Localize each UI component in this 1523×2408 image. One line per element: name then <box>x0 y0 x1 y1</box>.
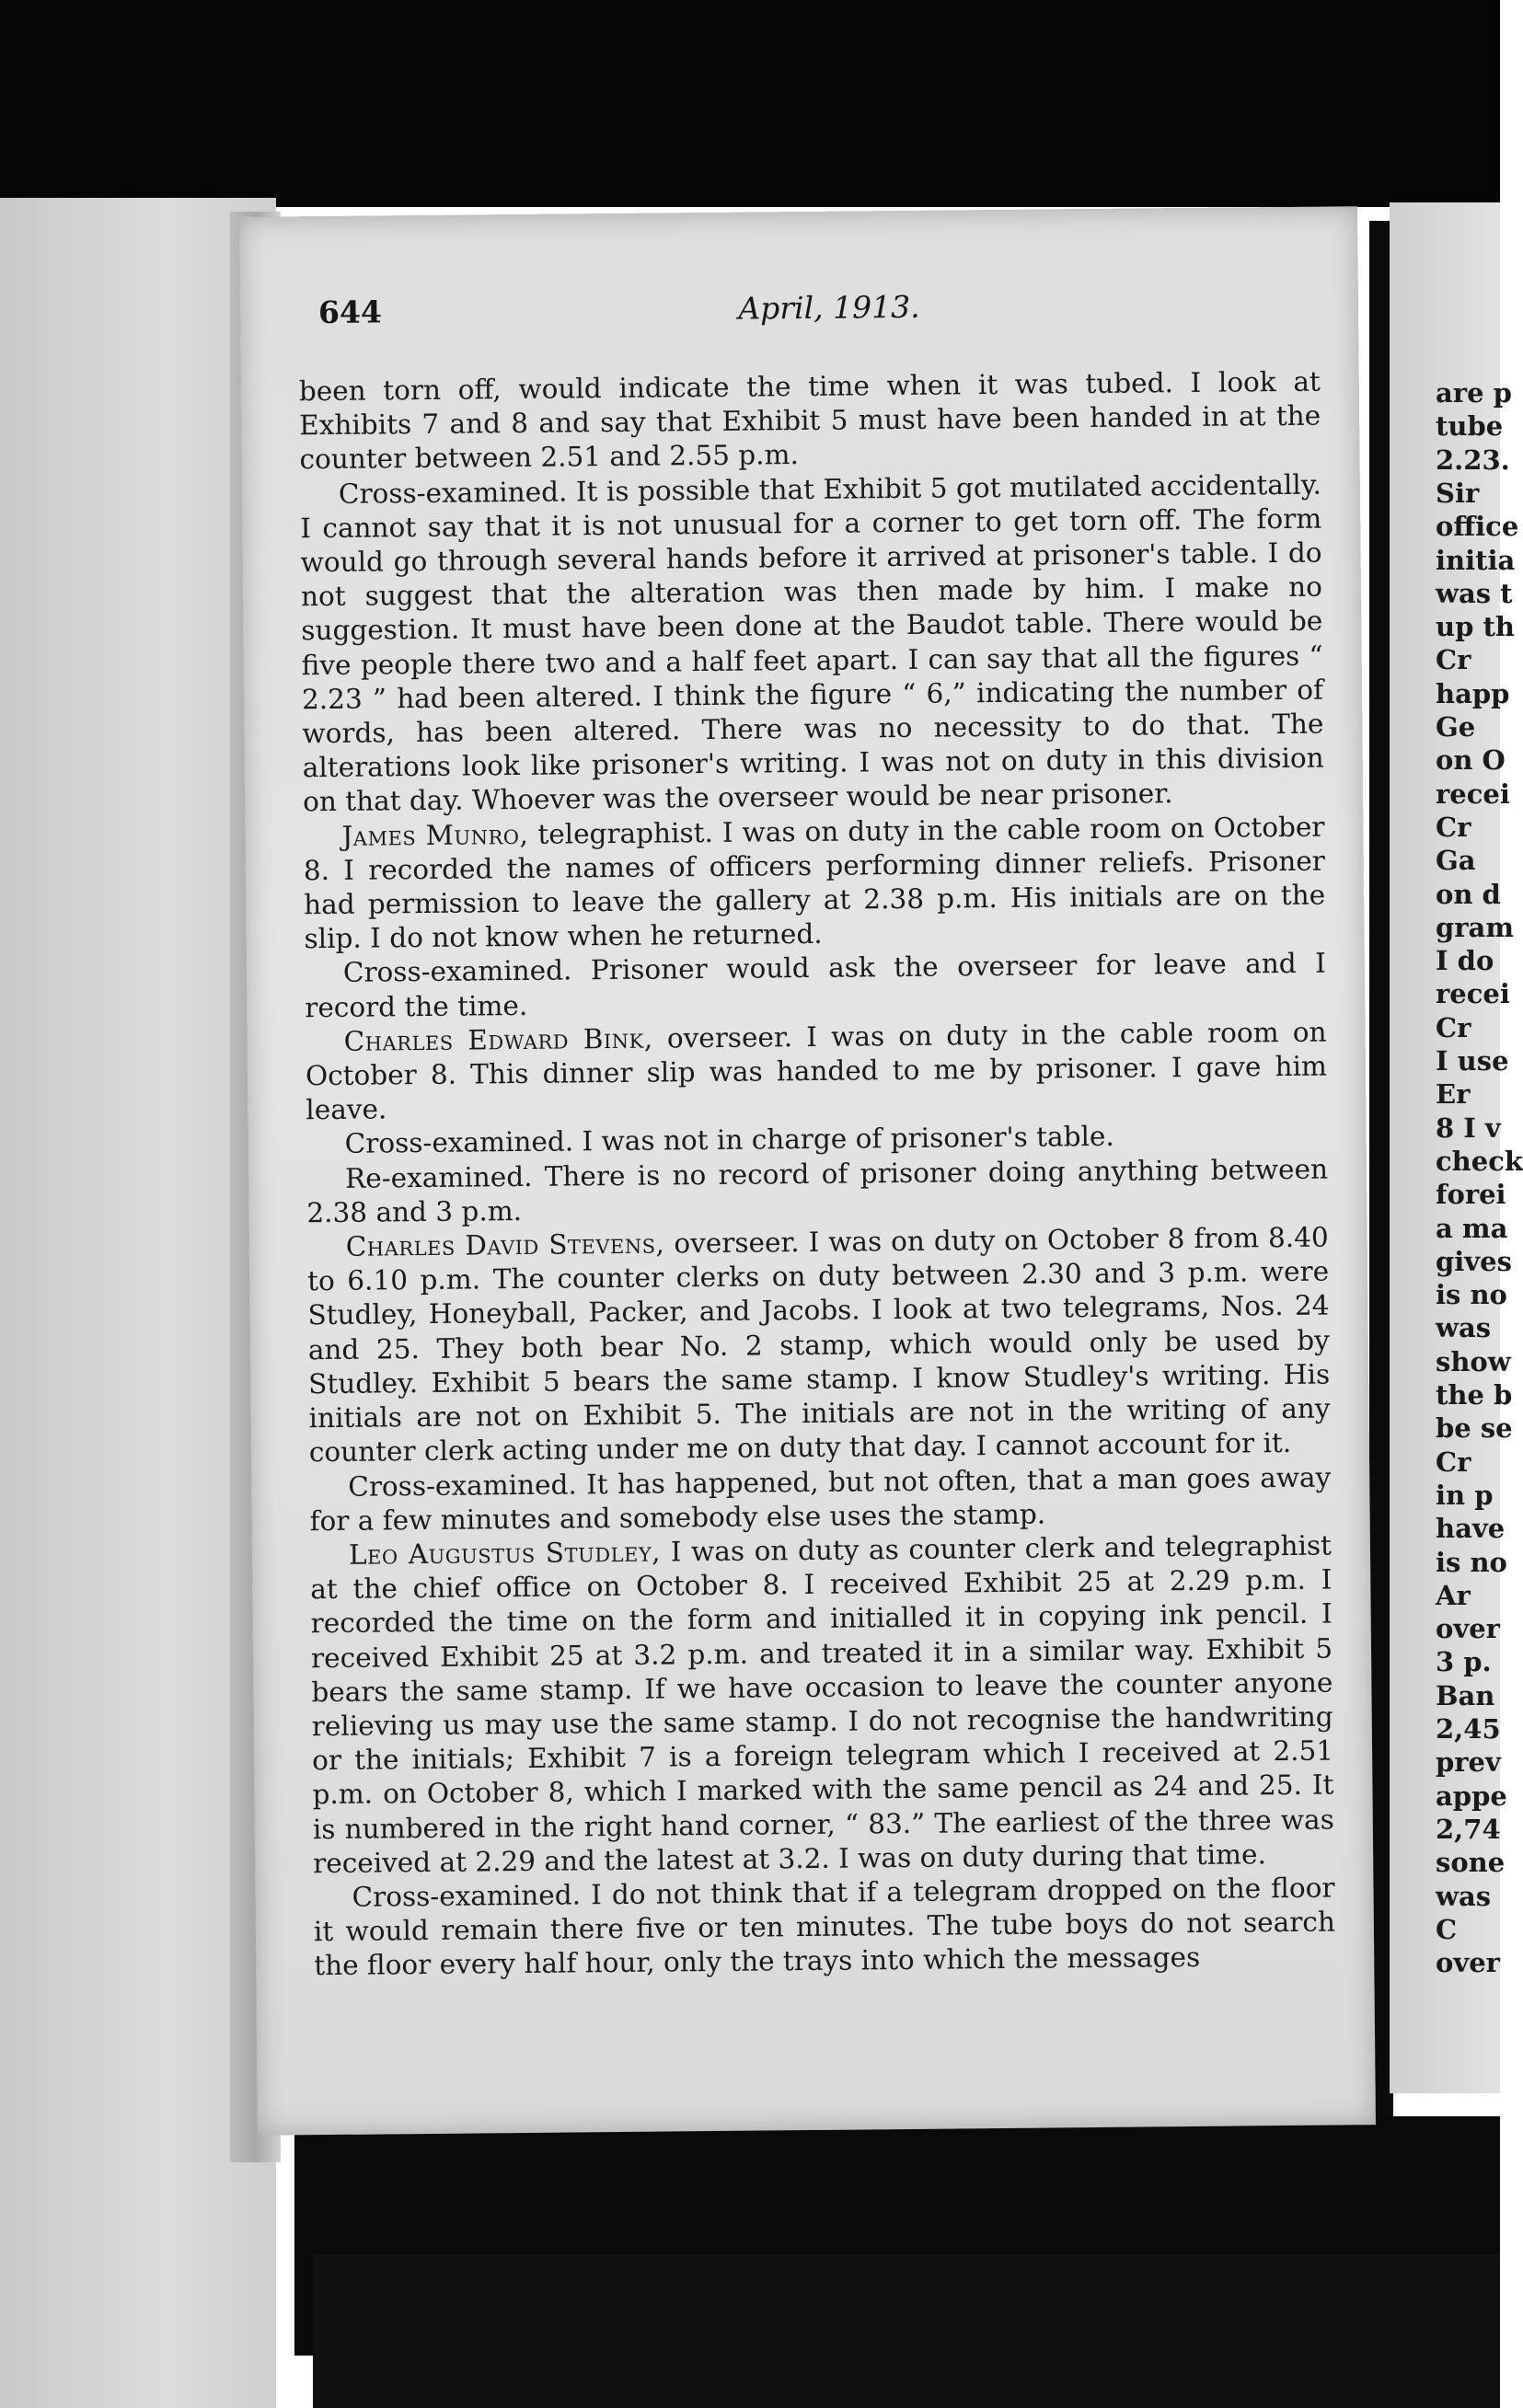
paragraph <box>305 1015 1327 1127</box>
facing-page-fragment: Ga <box>1436 845 1476 877</box>
facing-page-fragment: happ <box>1436 677 1510 709</box>
facing-page-fragment: forei <box>1436 1179 1506 1211</box>
facing-page-fragment: prev <box>1436 1746 1501 1779</box>
facing-page-fragment: Er <box>1436 1078 1471 1111</box>
facing-page-fragment: Sir <box>1436 477 1480 509</box>
facing-page-fragment: I do <box>1436 945 1494 977</box>
facing-page-fragment: sone <box>1436 1847 1506 1879</box>
facing-page-fragment: the b <box>1436 1379 1513 1411</box>
paragraph <box>300 467 1325 820</box>
facing-page-fragment: I use <box>1436 1045 1509 1077</box>
page-header <box>318 284 1340 340</box>
facing-page-fragment: Ar <box>1436 1579 1471 1611</box>
book-page <box>239 206 1376 2136</box>
facing-page-fragment: 2,45 <box>1436 1713 1501 1745</box>
facing-page-fragment: in p <box>1436 1479 1494 1511</box>
facing-page-fragment: Cr <box>1436 1011 1471 1043</box>
facing-page-fragment: up th <box>1436 611 1515 643</box>
facing-page-fragment: 8 I v <box>1436 1112 1501 1144</box>
witness-name: Charles David Stevens, <box>345 1227 665 1262</box>
facing-page-fragment: is no <box>1436 1279 1507 1311</box>
witness-name: Charles Edward Bink, <box>343 1022 653 1057</box>
facing-page-fragment: C <box>1436 1913 1458 1945</box>
paragraph-text: overseer. I was on duty on October 8 from 8.40 to 6.10 p.m. The counter clerks on duty between 2.30 and 3 p.m. were Studley, Honeyball, Packer, and Jacobs. I look at two telegrams, Nos. 24 and 25. They both bear No. 2 stamp, which would only be used by Studley. Exhibit 5 bears the same stamp. I know Studley's writing. His initials are not on Exhibit 5. The initials are not in the writing of any counter clerk acting under me on duty that day. I cannot account for it. <box>306 1221 1331 1469</box>
facing-page-fragment: are p <box>1436 377 1512 409</box>
paragraph <box>299 365 1321 478</box>
paragraph-text: been torn off, would indicate the time when it was tubed. I look at Exhibits 7 and 8 and say that Exhibit 5 must have been handed in at the counter between 2.51 and 2.55 p.m. <box>298 365 1321 476</box>
page-number: 644 <box>317 294 383 331</box>
facing-page-fragment: was t <box>1436 577 1513 609</box>
facing-page-fragment: Cr <box>1436 1446 1471 1478</box>
paragraph-text: Cross-examined. Prisoner would ask the overseer for leave and I record the time. <box>305 948 1327 1023</box>
paragraph <box>313 1871 1335 1983</box>
facing-page-fragment: was <box>1436 1880 1492 1912</box>
paragraph-text: Re-examined. There is no record of prisoner doing anything between 2.38 and 3 p.m. <box>306 1153 1329 1229</box>
facing-page-fragment: Ge <box>1436 711 1476 743</box>
facing-page-fragment: on O <box>1436 744 1506 777</box>
facing-page-fragment: initia <box>1436 544 1516 576</box>
facing-page-fragment: appe <box>1436 1780 1507 1812</box>
running-head: April, 1913. <box>738 288 920 327</box>
facing-page-fragment: 2.23. <box>1436 444 1510 476</box>
facing-page-fragment: gram <box>1436 911 1515 943</box>
facing-page-fragment: show <box>1436 1345 1511 1377</box>
witness-name: Leo Augustus Studley, <box>348 1536 662 1571</box>
facing-page-fragment: gives <box>1436 1245 1512 1277</box>
paragraph-text: Cross-examined. I was not in charge of prisoner's table. <box>344 1121 1114 1160</box>
page-body <box>299 365 1336 1984</box>
facing-page-fragment: 3 p. <box>1436 1646 1492 1678</box>
paragraph-text: Cross-examined. It is possible that Exhibit 5 got mutilated accidentally. I cannot say that it is not unusual for a corner to get torn off. The form would go through several hands before it arrived at prisoner's table. I do not suggest that the alteration was then made by him. I make no suggestion. It must have been done at the Baudot table. There would be five people there two and a half feet apart. I can say that all the figures “ 2.23 ” had been altered. I think the figure “ 6,” indicating the number of words, has been altered. There was no necessity to do that. The alterations look like prisoner's writing. I was not on duty in this division on that day. Whoever was the overseer would be near prisoner. <box>300 468 1324 818</box>
paragraph-text: overseer. I was on duty in the cable room on October 8. This dinner slip was handed to me by prisoner. I gave him leave. <box>305 1016 1328 1126</box>
film-top-border <box>0 0 1500 207</box>
facing-page-fragment: Cr <box>1436 644 1471 676</box>
facing-page-fragment: check <box>1436 1145 1523 1177</box>
film-bottom-border-lower <box>313 2254 1500 2408</box>
facing-page-fragment: Cr <box>1436 811 1471 843</box>
facing-page-fragment: office <box>1436 511 1519 543</box>
facing-page-fragment: Ban <box>1436 1679 1495 1711</box>
facing-page-fragment: over <box>1436 1947 1500 1979</box>
paragraph <box>305 947 1327 1025</box>
paragraph <box>307 1221 1331 1470</box>
paragraph <box>306 1152 1329 1230</box>
paragraph-text: I was on duty as counter clerk and telegraphist at the chief office on October 8. I received Exhibit 25 at 2.29 p.m. I recorded the time on the form and initialled it in copying ink pencil. I received Exhibit 25 at 3.2 p.m. and treated it in a similar way. Exhibit 5 bears the same stamp. If we have occasion to leave the counter anyone relieving us may use the same stamp. I do not recognise the handwriting or the initials; Exhibit 7 is a foreign telegram which I received at 2.51 p.m. on October 8, which I marked with the same pencil as 24 and 25. It is numbered in the right hand corner, “ 83.” The earliest of the three was received at 2.29 and the latest at 3.2. I was on duty during that time. <box>310 1529 1334 1879</box>
facing-page-fragment: 2,74 <box>1436 1813 1501 1845</box>
facing-page-fragment: over <box>1436 1613 1500 1645</box>
facing-page-fragment: recei <box>1436 978 1510 1010</box>
facing-page <box>1390 202 1523 2093</box>
paragraph <box>303 810 1325 956</box>
facing-page-fragment: tube <box>1436 410 1504 443</box>
paragraph-text: Cross-examined. I do not think that if a telegram dropped on the floor it would remain there five or ten minutes. The tube boys do not search the floor every half hour, only the trays into which the messages <box>313 1872 1336 1982</box>
facing-page-fragment: on d <box>1436 878 1501 910</box>
facing-page-fragment: recei <box>1436 778 1510 810</box>
facing-page-fragment: have <box>1436 1513 1506 1545</box>
paragraph-text: telegraphist. I was on duty in the cable room on October 8. I recorded the names of officers performing dinner reliefs. Prisoner had permission to leave the gallery at 2.38 p.m. His initials are on the slip. I do not know when he returned. <box>303 811 1326 955</box>
facing-page-fragment: is no <box>1436 1546 1507 1578</box>
facing-page-fragment: be se <box>1436 1412 1513 1445</box>
facing-page-fragment: a ma <box>1436 1212 1508 1244</box>
paragraph <box>310 1528 1335 1881</box>
paragraph-text: Cross-examined. It has happened, but not often, that a man goes away for a few minutes and somebody else uses the stamp. <box>309 1461 1332 1537</box>
paragraph <box>309 1460 1332 1538</box>
facing-page-fragment: was <box>1436 1312 1492 1344</box>
witness-name: James Munro, <box>341 818 529 852</box>
